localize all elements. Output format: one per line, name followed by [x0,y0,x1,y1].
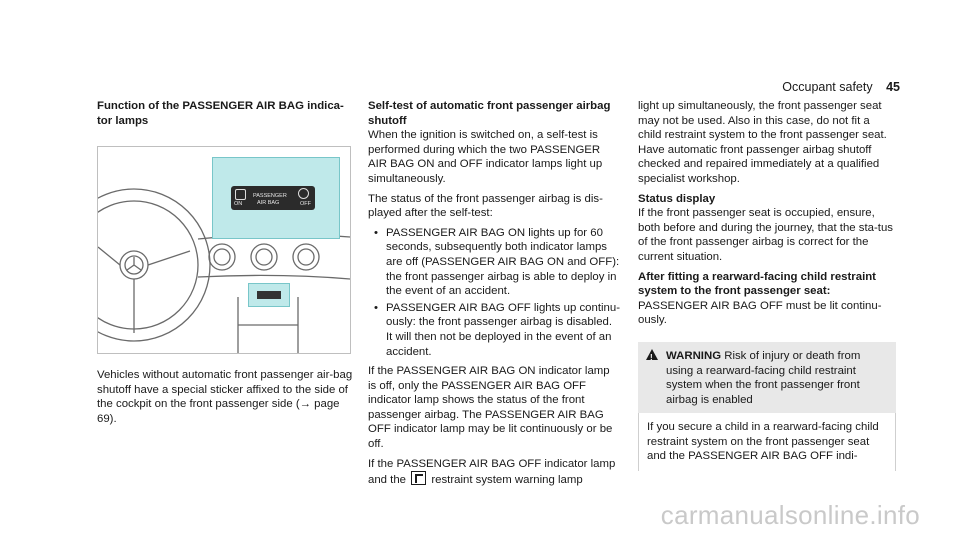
status-list [368,226,620,359]
section-title: Occupant safety [782,80,873,94]
paragraph [368,457,620,488]
section-heading-function: Function of the PASSENGER AIR BAG indica- tor lamps [97,100,344,127]
dashboard-illustration [97,146,351,354]
list-item: • PASSENGER AIR BAG ON lights up for 60 seconds, subsequently both indicator lamps are off (PASSENGER AIR BAG ON and OFF): the front passenger airbag is able to deploy in the event of an accident. [386,226,620,299]
section-heading-self-test: Self-test of automatic front passenger airbag shutoff [368,100,611,127]
watermark: carmanualsonline.info [660,500,920,530]
paragraph: PASSENGER AIR BAG OFF must be lit continu-ously. [638,299,882,327]
paragraph-text: If the PASSENGER AIR BAG OFF indicator lamp and the [368,457,616,487]
airbag-off-icon [298,188,309,199]
on-label: ON [234,201,243,208]
warning-body: If you secure a child in a rearward-facing child restraint system on the front passenger seat and the PASSENGER AIR BAG OFF indi- [638,413,896,471]
paragraph: light up simultaneously, the front passenger seat may not be used. Also in this case, do not fit a child restraint system to the front passenger seat. Have automatic front passenger airbag shutoff checked and repaired immediately at a qualified specialist workshop. [638,100,887,185]
warning-text: Risk of injury or death from using a rearward-facing child restraint system when the front passenger front airbag is enabled [666,349,861,406]
page-header [782,80,900,94]
figure-caption: Vehicles without automatic front passenger air-bag shutoff have a special sticker affixed to the side of the cockpit on the front passenger side (→ page 69). [97,369,353,425]
list-item: • PASSENGER AIR BAG OFF lights up continu-ously: the front passenger airbag is disabled. It will then not be deployed in the event of an accident. [386,301,620,359]
indicator-location-highlight [248,283,290,307]
off-label: OFF [300,201,311,208]
restraint-system-warning-icon [411,471,426,485]
warning-header [638,342,896,413]
warning-icon [646,349,658,360]
paragraph-text: restraint system warning lamp [431,474,583,487]
section-heading-status-display: Status display [638,192,716,205]
paragraph: The status of the front passenger airbag is dis-played after the self-test: [368,192,603,220]
paragraph: When the ignition is switched on, a self-test is performed during which the two PASSENGER AIR BAG ON and OFF indicator lamps light up simultaneously. [368,129,603,185]
column-1 [97,99,353,432]
airbag-label: AIR BAG [257,200,280,207]
indicator-panel [231,186,315,210]
airbag-on-icon [235,189,246,200]
indicator-callout [212,157,340,239]
column-3 [638,99,896,471]
page-number: 45 [886,80,900,94]
warning-box [638,342,896,471]
indicator-location-panel [257,291,281,299]
warning-label: WARNING [666,349,722,362]
paragraph: If the PASSENGER AIR BAG ON indicator lamp is off, only the PASSENGER AIR BAG OFF indicator lamp shows the status of the front passenger airbag. The PASSENGER AIR BAG OFF indicator lamp may be lit continuously or be off. [368,365,613,451]
passenger-label: PASSENGER [253,193,287,200]
column-2 [368,99,620,493]
section-heading-after-fitting: After fitting a rearward-facing child restraint system to the front passenger seat: [638,270,876,298]
paragraph: If the front passenger seat is occupied, ensure, both before and during the journey, that the sta-tus of the front passenger airbag is correct for the current situation. [638,207,893,263]
